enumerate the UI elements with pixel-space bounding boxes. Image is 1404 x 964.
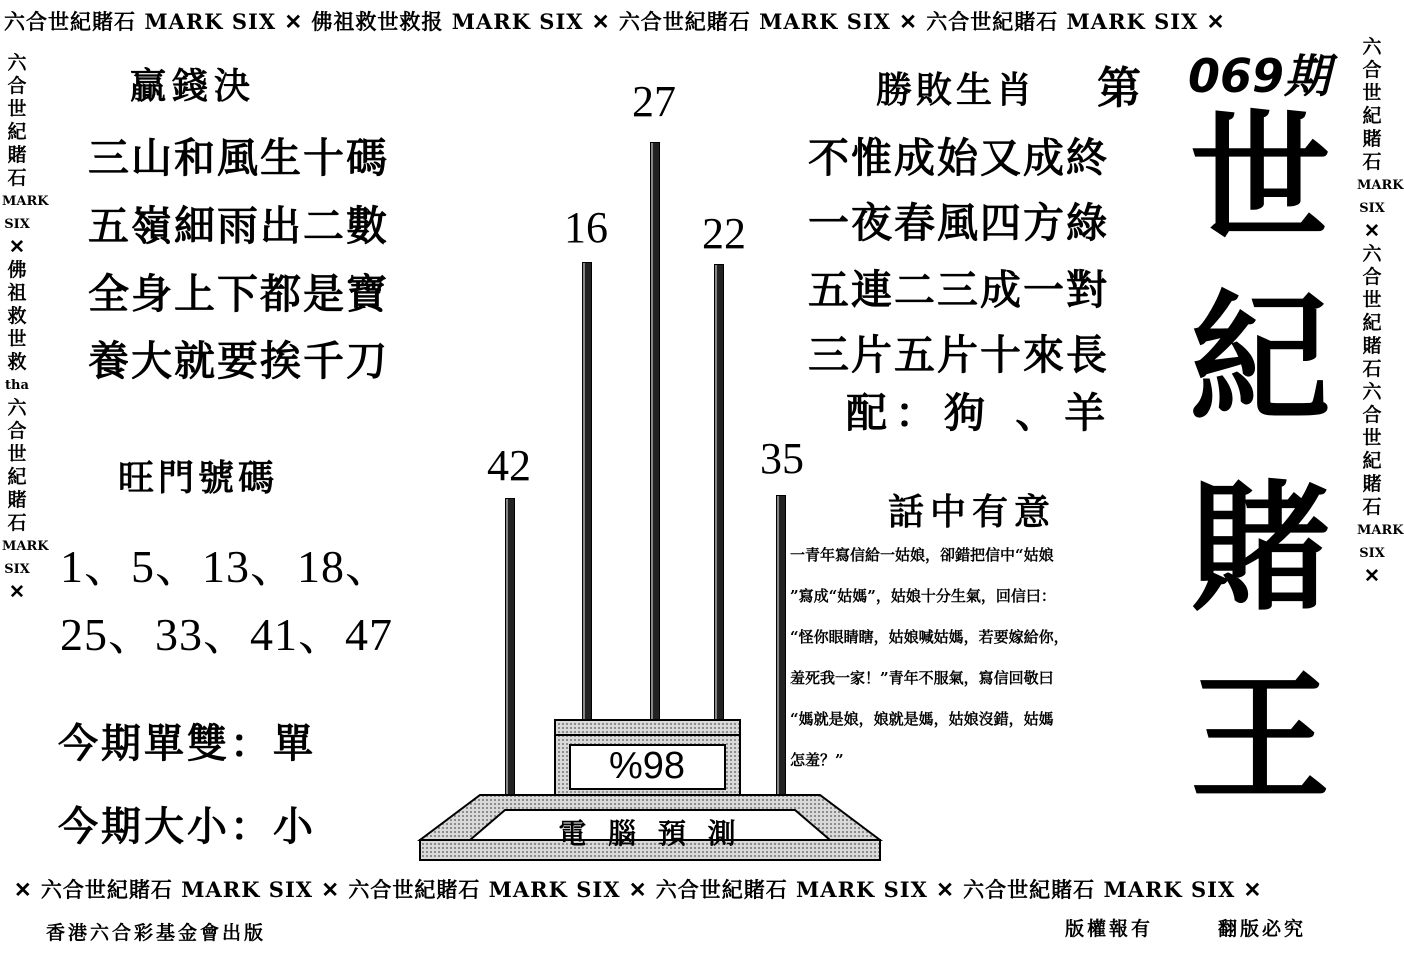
- border-char: 紀: [1362, 450, 1382, 472]
- border-char: SIX: [1359, 201, 1385, 216]
- cross-icon: ✕: [936, 877, 955, 902]
- right-poem-line: 一夜春風四方綠: [808, 199, 1109, 247]
- border-char: SIX: [4, 217, 30, 232]
- pole-value: 42: [487, 441, 531, 490]
- border-char: 六: [1362, 243, 1382, 265]
- border-text: SIX: [883, 877, 928, 902]
- border-char: 紀: [7, 121, 27, 143]
- border-right: [1357, 36, 1404, 588]
- border-char: 世: [1362, 82, 1382, 104]
- story-line: “怪你眼睛瞎，姑娘喊姑媽，若要嫁給你，: [790, 628, 1069, 646]
- border-char: 救: [7, 351, 27, 373]
- pole-value: 35: [760, 434, 804, 483]
- pole-value: 22: [702, 209, 746, 258]
- border-char: 紀: [7, 466, 27, 488]
- border-text: MARK: [181, 877, 261, 902]
- issue-number: 069期: [1188, 49, 1331, 103]
- story-line: 羞死我一家！”青年不服氣，寫信回敬曰: [790, 669, 1054, 687]
- border-char: MARK: [1357, 523, 1404, 538]
- border-char: 紀: [1362, 312, 1382, 334]
- story-line: “媽就是娘，娘就是媽，姑娘沒錯，姑媽: [790, 710, 1054, 728]
- border-text: SIX: [576, 877, 621, 902]
- cross-icon: ✕: [899, 9, 918, 34]
- cross-icon: ✕: [14, 877, 33, 902]
- right-poem-line: 不惟成始又成終: [808, 134, 1109, 182]
- border-char: 世: [1362, 427, 1382, 449]
- border-char: 救: [7, 305, 27, 327]
- story-line: ”寫成“姑媽”，姑娘十分生氣，回信曰：: [790, 587, 1056, 605]
- pole-value: 27: [632, 77, 676, 126]
- border-text: 六合世紀賭石: [40, 877, 173, 902]
- border-char: 六: [7, 397, 27, 419]
- cross-icon: ✕: [1206, 9, 1226, 34]
- border-char: tha: [5, 378, 29, 393]
- right-poem-line: 三片五片十來長: [808, 331, 1109, 379]
- border-text: SIX: [1154, 9, 1199, 34]
- story-line: 怎羞？”: [790, 751, 844, 769]
- border-text: MARK: [1103, 877, 1183, 902]
- pole-value: 16: [564, 203, 608, 252]
- border-char: 合: [1362, 59, 1382, 81]
- border-char: 紀: [1362, 105, 1382, 127]
- title-char: 賭: [1190, 468, 1331, 631]
- lucky-numbers-row: 1、5、13、18、: [60, 541, 392, 592]
- story-line: 一青年寫信給一姑娘，卻錯把信中“姑娘: [790, 546, 1054, 564]
- border-char: 賭: [7, 144, 27, 166]
- story-text: [790, 535, 1190, 781]
- title-char: 王: [1190, 658, 1331, 821]
- cross-icon: ✕: [321, 877, 341, 902]
- border-text: SIX: [1191, 877, 1236, 902]
- border-text: 六合世紀賭石: [963, 877, 1096, 902]
- lucky-numbers-heading: 旺門號碼: [118, 458, 279, 499]
- lucky-numbers-row: 25、33、41、47: [60, 609, 393, 660]
- border-text: 六合世紀賭石: [4, 9, 136, 34]
- border-top: [4, 6, 1225, 36]
- border-char: 六: [1362, 381, 1382, 403]
- border-text: MARK: [144, 9, 224, 34]
- border-left: [2, 52, 49, 604]
- left-poem-line: 五嶺細雨出二數: [88, 202, 389, 250]
- zodiac-match: 配：狗 、羊: [846, 389, 1114, 437]
- title-char: 世: [1190, 98, 1331, 261]
- odd-even-line: 今期單雙：單: [58, 721, 316, 767]
- left-poem-line: 全身上下都是寶: [88, 270, 389, 318]
- border-text: SIX: [231, 9, 277, 34]
- border-char: 賭: [1362, 473, 1382, 495]
- cross-icon: ✕: [1243, 877, 1263, 902]
- border-char: MARK: [2, 194, 49, 209]
- border-text: 六合世紀賭石: [655, 877, 788, 902]
- border-char: 世: [1362, 289, 1382, 311]
- publisher-text: 香港六合彩基金會出版: [46, 922, 267, 944]
- border-char: SIX: [1359, 546, 1385, 561]
- border-char: 合: [1362, 404, 1382, 426]
- win-money-heading: 贏錢決: [130, 66, 257, 107]
- cross-icon: ✕: [9, 581, 25, 603]
- cross-icon: ✕: [1364, 565, 1380, 587]
- issue-prefix: 第: [1097, 63, 1141, 114]
- border-char: 賭: [1362, 128, 1382, 150]
- border-char: MARK: [2, 539, 49, 554]
- copyright-text: 版權報有: [1065, 918, 1154, 940]
- cross-icon: ✕: [284, 9, 304, 34]
- border-text: SIX: [268, 877, 314, 902]
- border-char: SIX: [4, 562, 30, 577]
- cross-icon: ✕: [591, 9, 611, 34]
- pole-22: [714, 264, 724, 724]
- border-text: MARK: [488, 877, 568, 902]
- border-char: MARK: [1357, 178, 1404, 193]
- border-char: 合: [7, 420, 27, 442]
- border-text: MARK: [1066, 9, 1146, 34]
- border-char: 合: [7, 75, 27, 97]
- border-text: MARK: [796, 877, 876, 902]
- border-char: 賭: [1362, 335, 1382, 357]
- pole-27: [650, 142, 660, 724]
- border-char: 祖: [7, 282, 27, 304]
- zodiac-heading: 勝敗生肖: [876, 70, 1037, 111]
- border-char: 賭: [7, 489, 27, 511]
- border-char: 石: [7, 167, 27, 189]
- border-text: MARK: [451, 9, 531, 34]
- border-char: 石: [1362, 496, 1382, 518]
- border-char: 合: [1362, 266, 1382, 288]
- right-poem-line: 五連二三成一對: [808, 266, 1109, 314]
- border-char: 世: [7, 443, 27, 465]
- accuracy-percent: %98: [608, 745, 686, 787]
- big-small-line: 今期大小：小: [58, 804, 316, 850]
- left-poem-line: 養大就要挨千刀: [88, 337, 389, 385]
- border-char: 石: [7, 512, 27, 534]
- story-heading: 話中有意: [888, 492, 1057, 533]
- border-char: 六: [7, 52, 27, 74]
- border-text: MARK: [759, 9, 839, 34]
- border-char: 六: [1362, 36, 1382, 58]
- no-reprint-text: 翻版必究: [1218, 918, 1307, 940]
- border-text: 六合世紀賭石: [348, 877, 481, 902]
- computer-prediction-label: 電 腦 預 測: [558, 817, 742, 850]
- left-poem-line: 三山和風生十碼: [88, 134, 389, 182]
- cross-icon: ✕: [628, 877, 648, 902]
- border-char: 石: [1362, 151, 1382, 173]
- border-text: SIX: [539, 9, 584, 34]
- title-char: 紀: [1190, 278, 1331, 441]
- border-bottom: [14, 874, 1262, 904]
- border-text: 六合世紀賭石: [618, 9, 751, 34]
- cross-icon: ✕: [9, 236, 25, 258]
- border-char: 世: [7, 98, 27, 120]
- cross-icon: ✕: [1364, 220, 1380, 242]
- border-char: 石: [1362, 358, 1382, 380]
- pole-16: [582, 262, 592, 724]
- border-text: 六合世紀賭石: [926, 9, 1059, 34]
- border-text: SIX: [846, 9, 891, 34]
- border-char: 佛: [7, 259, 27, 281]
- border-char: 世: [7, 328, 27, 350]
- border-text: 佛祖救世救报: [311, 9, 444, 34]
